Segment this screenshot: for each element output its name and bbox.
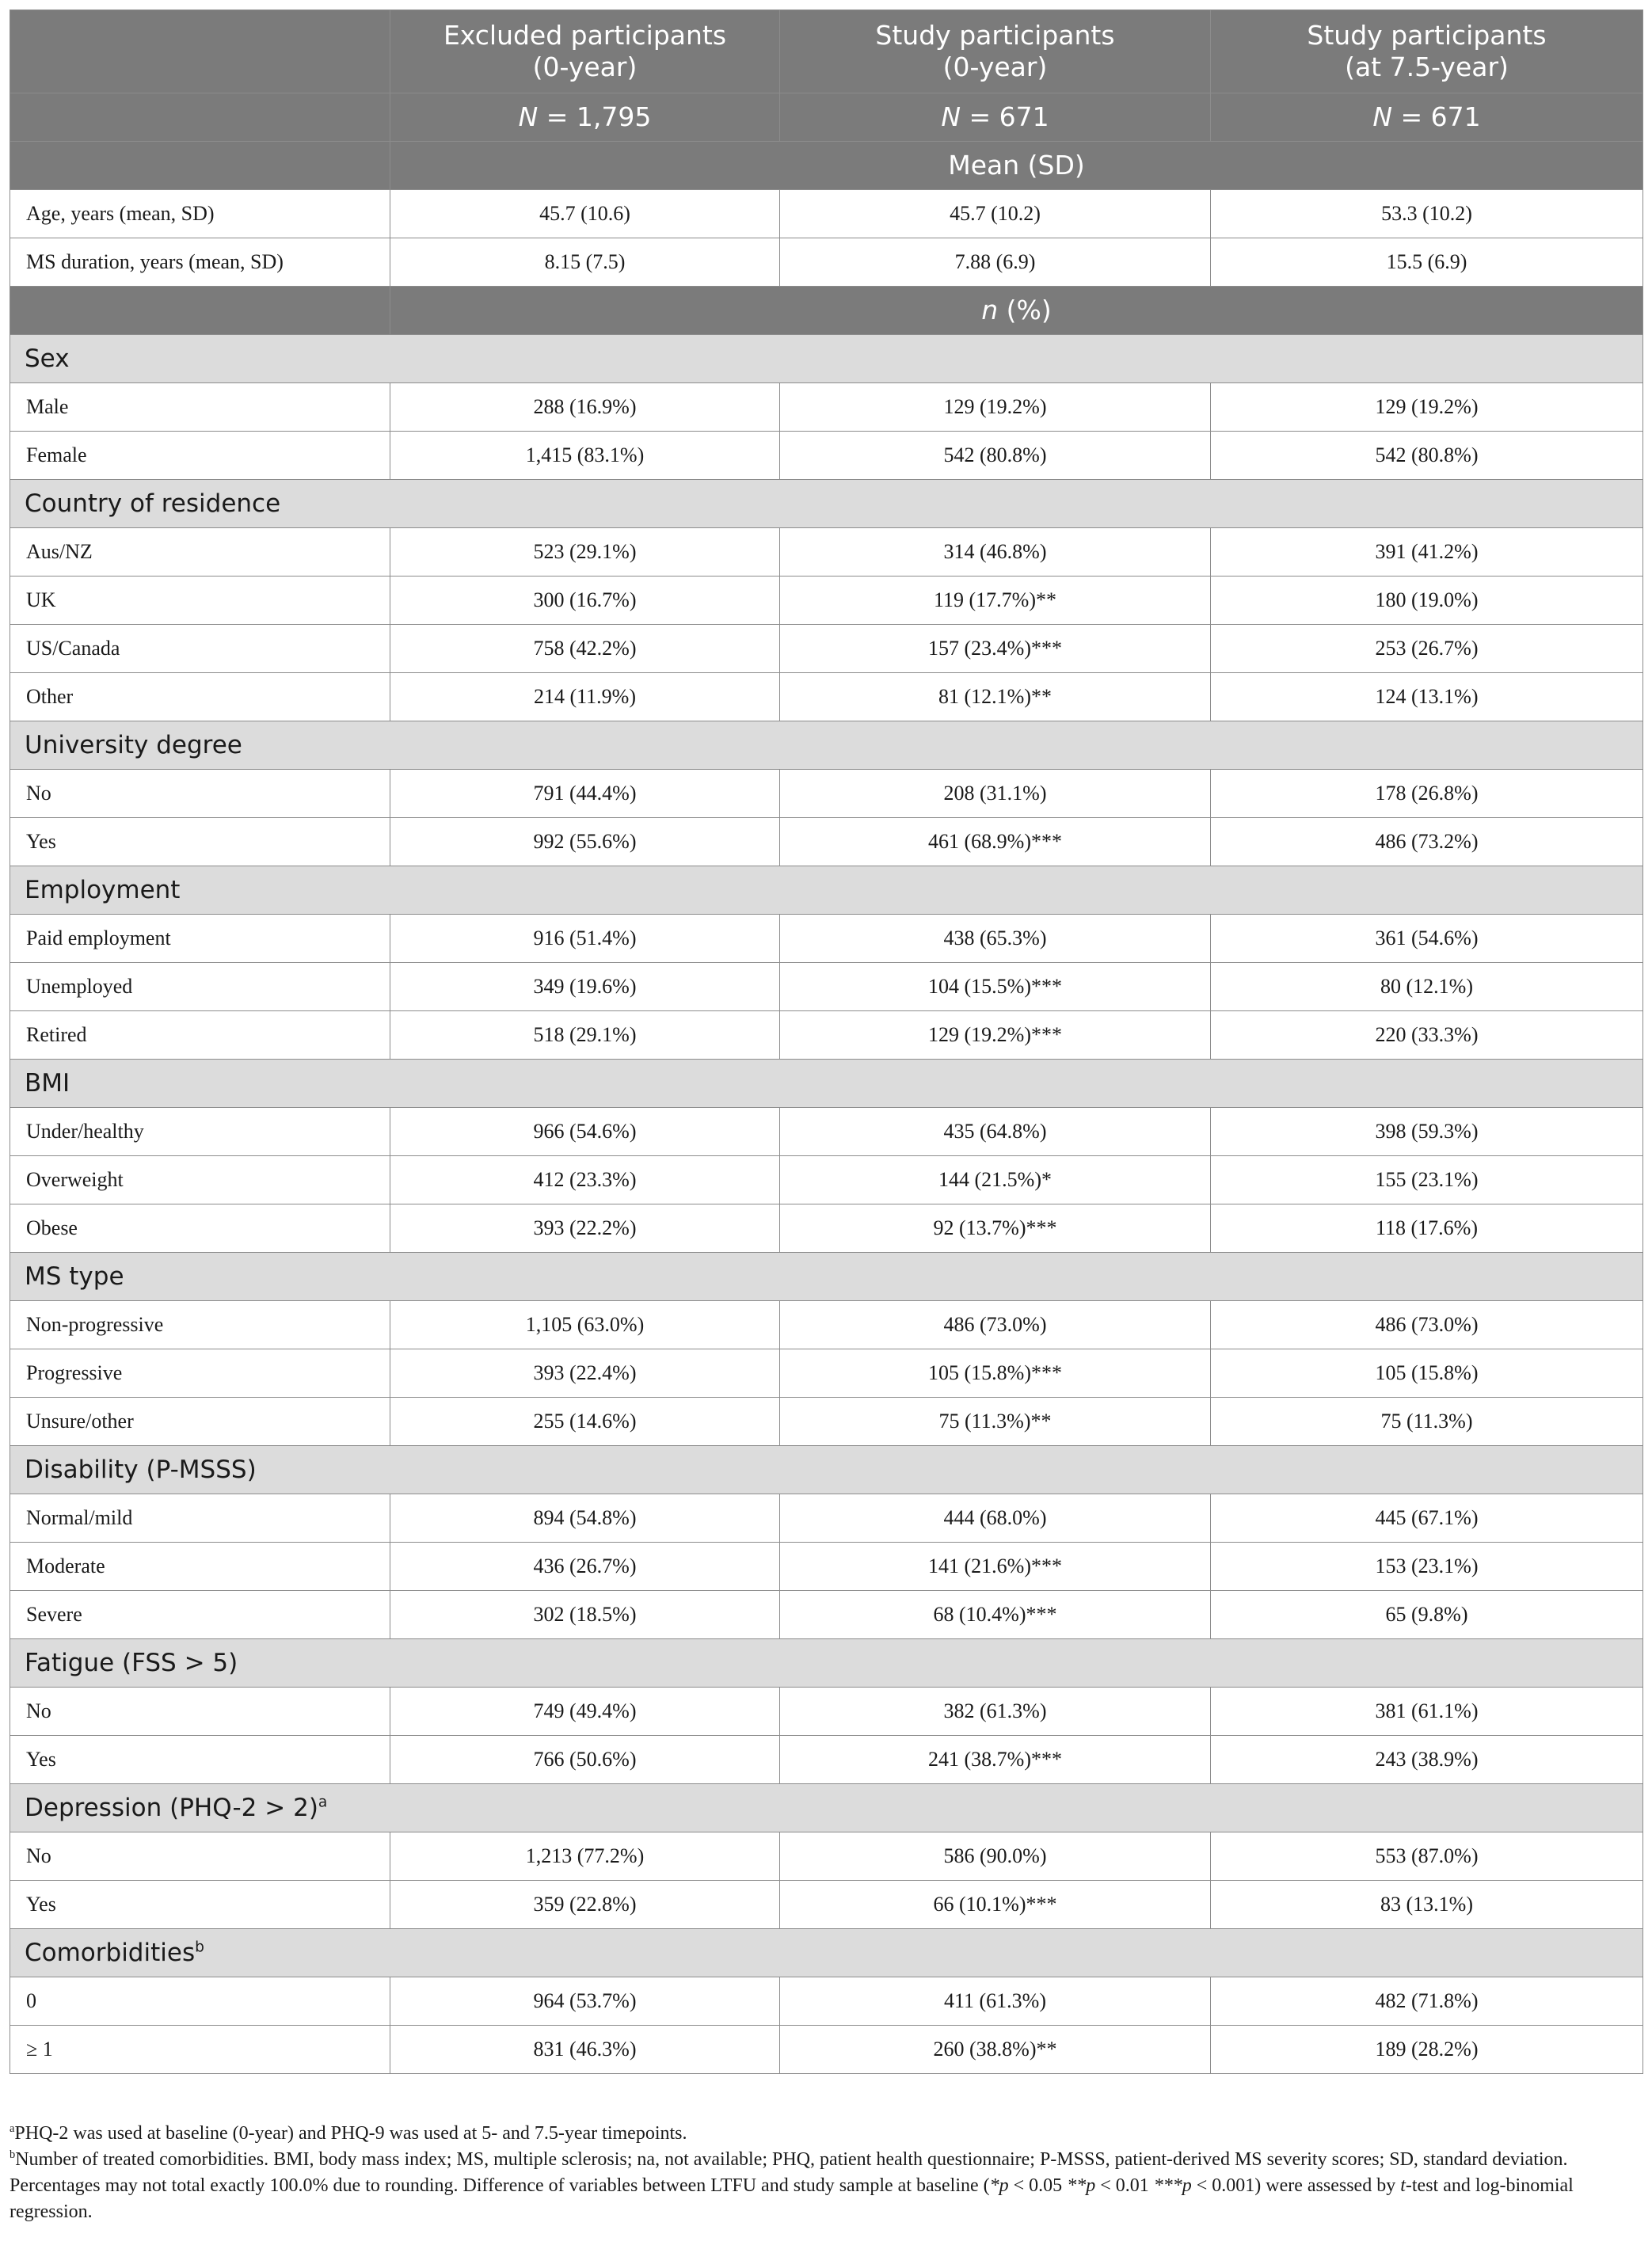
value-cell: 288 (16.9%) xyxy=(390,383,780,432)
row-label: Aus/NZ xyxy=(10,528,390,577)
section-header-row xyxy=(10,1253,1643,1301)
value-cell: 253 (26.7%) xyxy=(1211,625,1643,673)
header-blank-cell xyxy=(10,10,390,93)
table-row xyxy=(10,625,1643,673)
row-label: Moderate xyxy=(10,1543,390,1591)
value-cell: 314 (46.8%) xyxy=(780,528,1211,577)
table-row xyxy=(10,577,1643,625)
table-row xyxy=(10,915,1643,963)
column-header-row xyxy=(10,10,1643,93)
value-cell: 243 (38.9%) xyxy=(1211,1736,1643,1784)
sample-size-row xyxy=(10,93,1643,142)
section-header-row xyxy=(10,1446,1643,1494)
value-cell: 302 (18.5%) xyxy=(390,1591,780,1639)
table-row xyxy=(10,528,1643,577)
value-cell: 260 (38.8%)** xyxy=(780,2026,1211,2074)
value-cell: 45.7 (10.6) xyxy=(390,190,780,238)
value-cell: 7.88 (6.9) xyxy=(780,238,1211,287)
section-header-row xyxy=(10,1060,1643,1108)
value-cell: 482 (71.8%) xyxy=(1211,1977,1643,2026)
section-title: Country of residence xyxy=(10,480,1643,528)
n-percent-label: n (%) xyxy=(390,287,1643,335)
table-row xyxy=(10,432,1643,480)
row-label: ≥ 1 xyxy=(10,2026,390,2074)
table-row xyxy=(10,238,1643,287)
row-label: Yes xyxy=(10,1881,390,1929)
value-cell: 129 (19.2%)*** xyxy=(780,1011,1211,1060)
row-label: Overweight xyxy=(10,1156,390,1204)
value-cell: 157 (23.4%)*** xyxy=(780,625,1211,673)
section-title: Depression (PHQ-2 > 2)$^a$ xyxy=(10,1784,1643,1832)
value-cell: 119 (17.7%)** xyxy=(780,577,1211,625)
value-cell: 83 (13.1%) xyxy=(1211,1881,1643,1929)
value-cell: 916 (51.4%) xyxy=(390,915,780,963)
value-cell: 1,415 (83.1%) xyxy=(390,432,780,480)
row-label: Retired xyxy=(10,1011,390,1060)
section-title: Fatigue (FSS > 5) xyxy=(10,1639,1643,1688)
value-cell: 586 (90.0%) xyxy=(780,1832,1211,1881)
row-label: Paid employment xyxy=(10,915,390,963)
row-label: US/Canada xyxy=(10,625,390,673)
value-cell: 486 (73.0%) xyxy=(780,1301,1211,1349)
value-cell: 542 (80.8%) xyxy=(780,432,1211,480)
row-label: No xyxy=(10,1832,390,1881)
value-cell: 359 (22.8%) xyxy=(390,1881,780,1929)
value-cell: 831 (46.3%) xyxy=(390,2026,780,2074)
value-cell: 189 (28.2%) xyxy=(1211,2026,1643,2074)
value-cell: 68 (10.4%)*** xyxy=(780,1591,1211,1639)
sample-size-cell: N = 671 xyxy=(1211,93,1643,142)
sample-size-cell: N = 1,795 xyxy=(390,93,780,142)
footnote-b: $^b$Number of treated comorbidities. BMI, body mass index; MS, multiple sclerosis; na, not available; PHQ, patient health questionnaire; P-MSSS, patient-derived MS severity scores; SD, standard deviation. Percentages may not total exactly 100.0% due to rounding. Difference of variables between LTFU and study sample at baseline (*p < 0.05 **p < 0.01 ***p < 0.001) were assessed by t-test and log-binomial regression. xyxy=(10,2148,1574,2222)
row-label: No xyxy=(10,1688,390,1736)
header-line: Study participants xyxy=(875,20,1115,51)
value-cell: 1,105 (63.0%) xyxy=(390,1301,780,1349)
value-cell: 992 (55.6%) xyxy=(390,818,780,866)
value-cell: 553 (87.0%) xyxy=(1211,1832,1643,1881)
value-cell: 180 (19.0%) xyxy=(1211,577,1643,625)
header-excluded-participants xyxy=(390,10,780,93)
table-row xyxy=(10,190,1643,238)
value-cell: 412 (23.3%) xyxy=(390,1156,780,1204)
table-row xyxy=(10,1398,1643,1446)
value-cell: 964 (53.7%) xyxy=(390,1977,780,2026)
header-line: Study participants xyxy=(1307,20,1547,51)
row-label: No xyxy=(10,770,390,818)
value-cell: 178 (26.8%) xyxy=(1211,770,1643,818)
value-cell: 129 (19.2%) xyxy=(1211,383,1643,432)
table-row xyxy=(10,1108,1643,1156)
value-cell: 518 (29.1%) xyxy=(390,1011,780,1060)
header-study-participants-baseline xyxy=(780,10,1211,93)
table-row xyxy=(10,1736,1643,1784)
value-cell: 153 (23.1%) xyxy=(1211,1543,1643,1591)
table-row xyxy=(10,818,1643,866)
value-cell: 105 (15.8%)*** xyxy=(780,1349,1211,1398)
value-cell: 80 (12.1%) xyxy=(1211,963,1643,1011)
value-cell: 220 (33.3%) xyxy=(1211,1011,1643,1060)
value-cell: 461 (68.9%)*** xyxy=(780,818,1211,866)
value-cell: 15.5 (6.9) xyxy=(1211,238,1643,287)
value-cell: 75 (11.3%) xyxy=(1211,1398,1643,1446)
value-cell: 749 (49.4%) xyxy=(390,1688,780,1736)
n-percent-header-row xyxy=(10,287,1643,335)
value-cell: 444 (68.0%) xyxy=(780,1494,1211,1543)
table-row xyxy=(10,1688,1643,1736)
table-row xyxy=(10,1494,1643,1543)
row-label: Under/healthy xyxy=(10,1108,390,1156)
section-title: Sex xyxy=(10,335,1643,383)
value-cell: 791 (44.4%) xyxy=(390,770,780,818)
value-cell: 382 (61.3%) xyxy=(780,1688,1211,1736)
row-label: Progressive xyxy=(10,1349,390,1398)
value-cell: 241 (38.7%)*** xyxy=(780,1736,1211,1784)
footnote-marker: a xyxy=(318,1794,328,1811)
table-body xyxy=(10,190,1643,2074)
footnote-a: $^a$PHQ-2 was used at baseline (0-year) and PHQ-9 was used at 5- and 7.5-year timepoints. xyxy=(10,2122,687,2144)
header-line: Excluded participants xyxy=(443,20,727,51)
section-title: BMI xyxy=(10,1060,1643,1108)
value-cell: 208 (31.1%) xyxy=(780,770,1211,818)
row-label: Unemployed xyxy=(10,963,390,1011)
value-cell: 411 (61.3%) xyxy=(780,1977,1211,2026)
section-header-row xyxy=(10,866,1643,915)
table-row xyxy=(10,1881,1643,1929)
value-cell: 523 (29.1%) xyxy=(390,528,780,577)
header-study-participants-7-5-year xyxy=(1211,10,1643,93)
row-label: Yes xyxy=(10,1736,390,1784)
section-header-row xyxy=(10,335,1643,383)
value-cell: 486 (73.2%) xyxy=(1211,818,1643,866)
value-cell: 141 (21.6%)*** xyxy=(780,1543,1211,1591)
value-cell: 53.3 (10.2) xyxy=(1211,190,1643,238)
table-row xyxy=(10,1156,1643,1204)
row-label: Non-progressive xyxy=(10,1301,390,1349)
value-cell: 393 (22.4%) xyxy=(390,1349,780,1398)
value-cell: 8.15 (7.5) xyxy=(390,238,780,287)
table-row xyxy=(10,673,1643,721)
row-label: Normal/mild xyxy=(10,1494,390,1543)
value-cell: 445 (67.1%) xyxy=(1211,1494,1643,1543)
row-label: UK xyxy=(10,577,390,625)
table-row xyxy=(10,1591,1643,1639)
value-cell: 300 (16.7%) xyxy=(390,577,780,625)
value-cell: 144 (21.5%)* xyxy=(780,1156,1211,1204)
header-blank-cell xyxy=(10,93,390,142)
value-cell: 255 (14.6%) xyxy=(390,1398,780,1446)
table-row xyxy=(10,963,1643,1011)
value-cell: 393 (22.2%) xyxy=(390,1204,780,1253)
value-cell: 391 (41.2%) xyxy=(1211,528,1643,577)
table-row xyxy=(10,1349,1643,1398)
table-footnotes xyxy=(10,2121,1642,2225)
value-cell: 435 (64.8%) xyxy=(780,1108,1211,1156)
section-header-row xyxy=(10,1929,1643,1977)
value-cell: 124 (13.1%) xyxy=(1211,673,1643,721)
value-cell: 436 (26.7%) xyxy=(390,1543,780,1591)
section-header-row xyxy=(10,480,1643,528)
header-blank-cell xyxy=(10,287,390,335)
value-cell: 129 (19.2%) xyxy=(780,383,1211,432)
value-cell: 75 (11.3%)** xyxy=(780,1398,1211,1446)
value-cell: 104 (15.5%)*** xyxy=(780,963,1211,1011)
value-cell: 65 (9.8%) xyxy=(1211,1591,1643,1639)
table-row xyxy=(10,1543,1643,1591)
row-label: 0 xyxy=(10,1977,390,2026)
sample-size-cell: N = 671 xyxy=(780,93,1211,142)
section-title: Disability (P-MSSS) xyxy=(10,1446,1643,1494)
table-row xyxy=(10,1832,1643,1881)
section-title: MS type xyxy=(10,1253,1643,1301)
value-cell: 45.7 (10.2) xyxy=(780,190,1211,238)
section-title: Comorbidities$^b$ xyxy=(10,1929,1643,1977)
row-label: Severe xyxy=(10,1591,390,1639)
value-cell: 105 (15.8%) xyxy=(1211,1349,1643,1398)
table-row xyxy=(10,2026,1643,2074)
row-label: Female xyxy=(10,432,390,480)
value-cell: 361 (54.6%) xyxy=(1211,915,1643,963)
value-cell: 118 (17.6%) xyxy=(1211,1204,1643,1253)
value-cell: 81 (12.1%)** xyxy=(780,673,1211,721)
section-title: University degree xyxy=(10,721,1643,770)
mean-sd-label: Mean (SD) xyxy=(390,142,1643,190)
row-label: Other xyxy=(10,673,390,721)
value-cell: 398 (59.3%) xyxy=(1211,1108,1643,1156)
value-cell: 486 (73.0%) xyxy=(1211,1301,1643,1349)
value-cell: 1,213 (77.2%) xyxy=(390,1832,780,1881)
row-label: Obese xyxy=(10,1204,390,1253)
value-cell: 766 (50.6%) xyxy=(390,1736,780,1784)
value-cell: 894 (54.8%) xyxy=(390,1494,780,1543)
value-cell: 92 (13.7%)*** xyxy=(780,1204,1211,1253)
value-cell: 66 (10.1%)*** xyxy=(780,1881,1211,1929)
table-row xyxy=(10,1011,1643,1060)
section-header-row xyxy=(10,1639,1643,1688)
value-cell: 542 (80.8%) xyxy=(1211,432,1643,480)
value-cell: 438 (65.3%) xyxy=(780,915,1211,963)
section-header-row xyxy=(10,1784,1643,1832)
section-header-row xyxy=(10,721,1643,770)
section-title: Employment xyxy=(10,866,1643,915)
row-label: Yes xyxy=(10,818,390,866)
value-cell: 381 (61.1%) xyxy=(1211,1688,1643,1736)
table-row xyxy=(10,1204,1643,1253)
characteristics-table-container xyxy=(10,10,1642,2074)
header-line: (at 7.5-year) xyxy=(1345,51,1509,82)
table-row xyxy=(10,383,1643,432)
characteristics-table xyxy=(10,10,1643,2074)
mean-sd-header-row xyxy=(10,142,1643,190)
value-cell: 966 (54.6%) xyxy=(390,1108,780,1156)
header-blank-cell xyxy=(10,142,390,190)
row-label: Male xyxy=(10,383,390,432)
row-label: Unsure/other xyxy=(10,1398,390,1446)
table-row xyxy=(10,1301,1643,1349)
row-label: Age, years (mean, SD) xyxy=(10,190,390,238)
footnote-marker: b xyxy=(195,1939,204,1956)
value-cell: 758 (42.2%) xyxy=(390,625,780,673)
header-line: (0-year) xyxy=(532,51,638,82)
value-cell: 349 (19.6%) xyxy=(390,963,780,1011)
header-line: (0-year) xyxy=(942,51,1048,82)
table-row xyxy=(10,1977,1643,2026)
value-cell: 155 (23.1%) xyxy=(1211,1156,1643,1204)
row-label: MS duration, years (mean, SD) xyxy=(10,238,390,287)
table-row xyxy=(10,770,1643,818)
value-cell: 214 (11.9%) xyxy=(390,673,780,721)
